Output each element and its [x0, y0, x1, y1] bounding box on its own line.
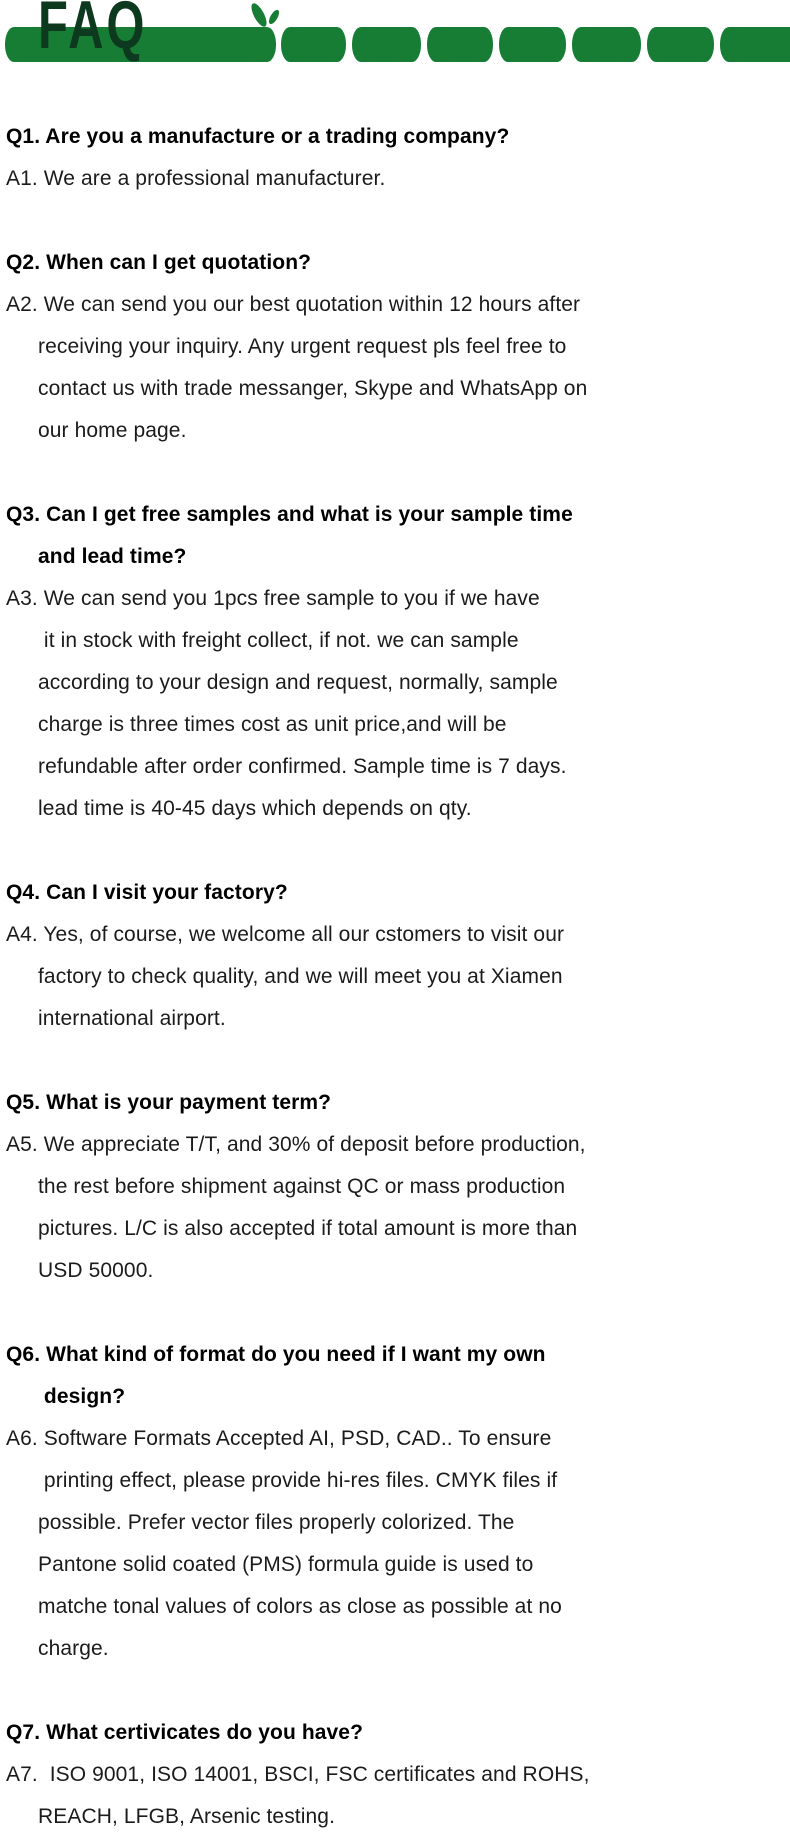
faq-item — [2, 1082, 790, 1292]
bamboo-segment — [427, 27, 493, 62]
question-line: Q6. What kind of format do you need if I want my own — [6, 1343, 546, 1366]
faq-item — [2, 872, 790, 1040]
answer-line: A6. Software Formats Accepted AI, PSD, CAD.. To ensure — [6, 1427, 552, 1450]
question-line: and lead time? — [38, 545, 187, 568]
answer-line: possible. Prefer vector files properly colorized. The — [38, 1511, 515, 1534]
page-title: FAQ — [38, 0, 148, 63]
answer-line: A2. We can send you our best quotation within 12 hours after — [6, 293, 581, 316]
bamboo-segment — [281, 27, 346, 62]
bamboo-segment — [720, 27, 790, 62]
answer-line: charge is three times cost as unit price,and will be — [38, 713, 507, 736]
answer-line: matche tonal values of colors as close as possible at no — [38, 1595, 562, 1618]
answer-line: A7. ISO 9001, ISO 14001, BSCI, FSC certificates and ROHS, — [6, 1763, 590, 1786]
answer-line: lead time is 40-45 days which depends on qty. — [38, 797, 472, 820]
question-line: Q4. Can I visit your factory? — [6, 881, 288, 904]
faq-item — [2, 1334, 790, 1670]
bamboo-segment — [352, 27, 421, 62]
faq-item — [2, 1712, 790, 1838]
answer-line: contact us with trade messanger, Skype and WhatsApp on — [38, 377, 588, 400]
answer-line: factory to check quality, and we will meet you at Xiamen — [38, 965, 563, 988]
question-line: Q3. Can I get free samples and what is your sample time — [6, 503, 573, 526]
faq-item — [2, 494, 790, 830]
question-line: Q5. What is your payment term? — [6, 1091, 332, 1114]
answer-line: pictures. L/C is also accepted if total amount is more than — [38, 1217, 578, 1240]
answer-line: it in stock with freight collect, if not. we can sample — [38, 629, 519, 652]
faq-item — [2, 116, 790, 200]
question-line: Q7. What certivicates do you have? — [6, 1721, 364, 1744]
answer-line: international airport. — [38, 1007, 226, 1030]
answer-line: the rest before shipment against QC or mass production — [38, 1175, 566, 1198]
bamboo-segment — [572, 27, 641, 62]
answer-line: Pantone solid coated (PMS) formula guide is used to — [38, 1553, 534, 1576]
answer-line: A3. We can send you 1pcs free sample to you if we have — [6, 587, 540, 610]
answer-line: USD 50000. — [38, 1259, 154, 1282]
answer-line: receiving your inquiry. Any urgent request pls feel free to — [38, 335, 567, 358]
bamboo-leaf-icon — [246, 1, 286, 31]
answer-line: printing effect, please provide hi-res files. CMYK files if — [38, 1469, 558, 1492]
faq-header-banner — [0, 0, 790, 63]
answer-line: according to your design and request, normally, sample — [38, 671, 558, 694]
answer-line: refundable after order confirmed. Sample time is 7 days. — [38, 755, 567, 778]
answer-line: A4. Yes, of course, we welcome all our cstomers to visit our — [6, 923, 565, 946]
faq-list — [2, 116, 790, 1838]
question-line: Q2. When can I get quotation? — [6, 251, 312, 274]
question-line: Q1. Are you a manufacture or a trading company? — [6, 125, 510, 148]
bamboo-segment — [647, 27, 714, 62]
answer-line: charge. — [38, 1637, 109, 1660]
answer-line: REACH, LFGB, Arsenic testing. — [38, 1805, 336, 1828]
answer-line: our home page. — [38, 419, 187, 442]
answer-line: A5. We appreciate T/T, and 30% of deposit before production, — [6, 1133, 586, 1156]
faq-item — [2, 242, 790, 452]
bamboo-segment — [499, 27, 566, 62]
answer-line: A1. We are a professional manufacturer. — [6, 167, 386, 190]
question-line: design? — [38, 1385, 126, 1408]
